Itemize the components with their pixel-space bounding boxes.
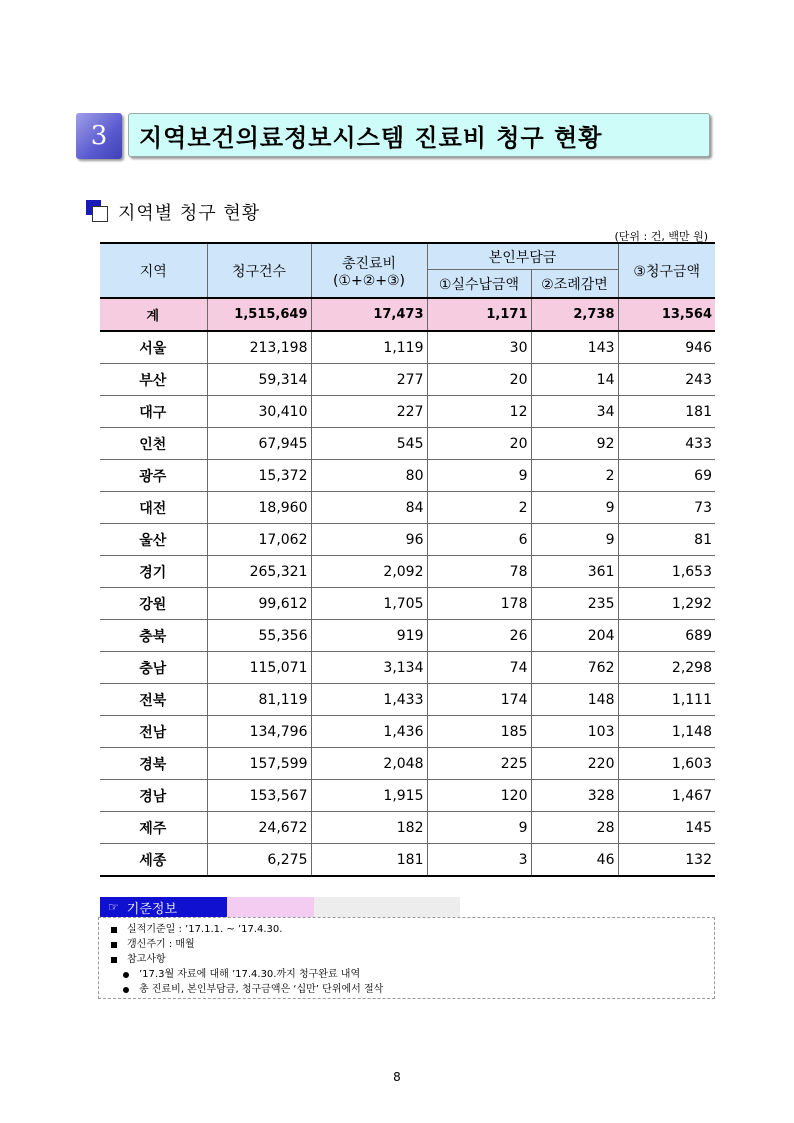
cell-claims: 18,960 <box>207 492 311 524</box>
cell-claim: 145 <box>618 812 715 844</box>
table-row <box>100 428 715 460</box>
header-total-cost-formula: (①+②+③) <box>332 272 406 289</box>
cell-region: 서울 <box>100 331 207 364</box>
table-row <box>100 331 715 364</box>
cell-actual: 6 <box>427 524 531 556</box>
cell-reduction: 148 <box>531 684 618 716</box>
cell-claims: 115,071 <box>207 652 311 684</box>
cell-actual: 12 <box>427 396 531 428</box>
total-row <box>100 298 715 331</box>
total-actual: 1,171 <box>427 298 531 331</box>
table-row <box>100 588 715 620</box>
table-row <box>100 524 715 556</box>
table-row <box>100 460 715 492</box>
cell-region: 세종 <box>100 844 207 877</box>
cell-reduction: 2 <box>531 460 618 492</box>
info-label: 기준정보 <box>126 901 177 917</box>
cell-claim: 1,111 <box>618 684 715 716</box>
info-line-text: 실적기준일 : ’17.1.1. ~ ’17.4.30. <box>127 924 283 935</box>
cell-reduction: 235 <box>531 588 618 620</box>
info-subline <box>111 982 714 997</box>
cell-region: 울산 <box>100 524 207 556</box>
cell-total-cost: 181 <box>311 844 427 877</box>
cell-reduction: 9 <box>531 492 618 524</box>
cell-reduction: 220 <box>531 748 618 780</box>
cell-reduction: 14 <box>531 364 618 396</box>
dot-bullet-icon <box>123 987 129 993</box>
cell-claim: 1,292 <box>618 588 715 620</box>
cell-actual: 174 <box>427 684 531 716</box>
total-claims: 1,515,649 <box>207 298 311 331</box>
cell-actual: 20 <box>427 364 531 396</box>
cell-total-cost: 84 <box>311 492 427 524</box>
cell-actual: 26 <box>427 620 531 652</box>
cell-total-cost: 1,433 <box>311 684 427 716</box>
cell-total-cost: 96 <box>311 524 427 556</box>
subsection-title: 지역별 청구 현황 <box>118 203 261 224</box>
regional-claims-table <box>100 242 715 877</box>
cell-claims: 30,410 <box>207 396 311 428</box>
cell-region: 강원 <box>100 588 207 620</box>
info-header-grey-bar <box>314 897 460 917</box>
table-row <box>100 748 715 780</box>
cell-claims: 15,372 <box>207 460 311 492</box>
cell-total-cost: 545 <box>311 428 427 460</box>
cell-claims: 24,672 <box>207 812 311 844</box>
header-total-cost-label: 총진료비 <box>341 255 397 272</box>
square-bullet-icon <box>111 957 117 963</box>
square-bullet-icon <box>111 942 117 948</box>
cell-actual: 78 <box>427 556 531 588</box>
total-region: 계 <box>100 298 207 331</box>
table-row <box>100 492 715 524</box>
info-line <box>111 952 714 967</box>
cell-region: 충북 <box>100 620 207 652</box>
cell-claims: 213,198 <box>207 331 311 364</box>
cell-claim: 433 <box>618 428 715 460</box>
cell-claims: 81,119 <box>207 684 311 716</box>
table-row <box>100 364 715 396</box>
cell-actual: 3 <box>427 844 531 877</box>
cell-reduction: 143 <box>531 331 618 364</box>
cell-actual: 30 <box>427 331 531 364</box>
cell-region: 대구 <box>100 396 207 428</box>
section-title: 지역보건의료정보시스템 진료비 청구 현황 <box>128 113 710 157</box>
pointing-hand-icon: ☞ <box>108 900 119 914</box>
header-total-cost <box>311 243 427 298</box>
cell-claim: 1,653 <box>618 556 715 588</box>
cell-claims: 265,321 <box>207 556 311 588</box>
cell-reduction: 361 <box>531 556 618 588</box>
cell-claims: 153,567 <box>207 780 311 812</box>
cell-total-cost: 80 <box>311 460 427 492</box>
cell-reduction: 762 <box>531 652 618 684</box>
cell-claim: 81 <box>618 524 715 556</box>
total-total-cost: 17,473 <box>311 298 427 331</box>
cell-actual: 120 <box>427 780 531 812</box>
cell-total-cost: 919 <box>311 620 427 652</box>
cell-claims: 134,796 <box>207 716 311 748</box>
info-line-text: 갱신주기 : 매월 <box>127 939 195 950</box>
cell-total-cost: 1,436 <box>311 716 427 748</box>
info-header-pink-bar <box>227 897 314 917</box>
cell-claims: 67,945 <box>207 428 311 460</box>
cell-reduction: 328 <box>531 780 618 812</box>
cell-claim: 1,603 <box>618 748 715 780</box>
cell-region: 광주 <box>100 460 207 492</box>
header-claims: 청구건수 <box>207 243 311 298</box>
cell-reduction: 9 <box>531 524 618 556</box>
cell-reduction: 34 <box>531 396 618 428</box>
subsection-bullet-overlay <box>92 206 108 222</box>
table-row <box>100 716 715 748</box>
page-number: 8 <box>393 1070 401 1084</box>
cell-claim: 2,298 <box>618 652 715 684</box>
cell-claim: 132 <box>618 844 715 877</box>
cell-claim: 73 <box>618 492 715 524</box>
table-row <box>100 844 715 877</box>
cell-total-cost: 227 <box>311 396 427 428</box>
cell-claim: 1,148 <box>618 716 715 748</box>
cell-total-cost: 182 <box>311 812 427 844</box>
cell-region: 전남 <box>100 716 207 748</box>
info-label-box <box>100 897 227 917</box>
cell-region: 경기 <box>100 556 207 588</box>
cell-actual: 2 <box>427 492 531 524</box>
info-subline-text: ’17.3월 자료에 대해 ’17.4.30.까지 청구완료 내역 <box>139 969 361 980</box>
cell-claims: 59,314 <box>207 364 311 396</box>
cell-claim: 243 <box>618 364 715 396</box>
cell-actual: 178 <box>427 588 531 620</box>
cell-claim: 1,467 <box>618 780 715 812</box>
cell-region: 경남 <box>100 780 207 812</box>
info-line <box>111 922 714 937</box>
cell-total-cost: 277 <box>311 364 427 396</box>
cell-reduction: 46 <box>531 844 618 877</box>
table-row <box>100 684 715 716</box>
info-header <box>100 897 460 917</box>
cell-claim: 181 <box>618 396 715 428</box>
cell-actual: 74 <box>427 652 531 684</box>
header-region: 지역 <box>100 243 207 298</box>
cell-claim: 689 <box>618 620 715 652</box>
cell-reduction: 28 <box>531 812 618 844</box>
cell-total-cost: 1,119 <box>311 331 427 364</box>
cell-claim: 69 <box>618 460 715 492</box>
cell-claims: 55,356 <box>207 620 311 652</box>
cell-total-cost: 1,915 <box>311 780 427 812</box>
table-row <box>100 812 715 844</box>
cell-region: 부산 <box>100 364 207 396</box>
info-line-text: 참고사항 <box>127 954 166 965</box>
cell-claims: 99,612 <box>207 588 311 620</box>
cell-actual: 225 <box>427 748 531 780</box>
cell-region: 충남 <box>100 652 207 684</box>
cell-total-cost: 3,134 <box>311 652 427 684</box>
header-self-pay-actual: ①실수납금액 <box>427 270 531 299</box>
cell-reduction: 103 <box>531 716 618 748</box>
header-claim-amount: ③청구금액 <box>618 243 715 298</box>
table-row <box>100 396 715 428</box>
total-reduction: 2,738 <box>531 298 618 331</box>
table-row <box>100 652 715 684</box>
dot-bullet-icon <box>123 972 129 978</box>
table-row <box>100 780 715 812</box>
table-row <box>100 556 715 588</box>
cell-region: 인천 <box>100 428 207 460</box>
header-self-pay: 본인부담금 <box>427 243 618 270</box>
cell-total-cost: 2,092 <box>311 556 427 588</box>
cell-total-cost: 2,048 <box>311 748 427 780</box>
header-self-pay-reduction: ②조례감면 <box>531 270 618 299</box>
table-row <box>100 620 715 652</box>
cell-actual: 185 <box>427 716 531 748</box>
info-subline-text: 총 진료비, 본인부담금, 청구금액은 ‘십만’ 단위에서 절삭 <box>139 984 384 995</box>
cell-actual: 9 <box>427 812 531 844</box>
cell-region: 대전 <box>100 492 207 524</box>
info-line <box>111 937 714 952</box>
cell-claims: 17,062 <box>207 524 311 556</box>
cell-claims: 6,275 <box>207 844 311 877</box>
cell-claims: 157,599 <box>207 748 311 780</box>
cell-actual: 20 <box>427 428 531 460</box>
unit-note: (단위 : 건, 백만 원) <box>614 230 708 243</box>
info-subline <box>111 967 714 982</box>
cell-claim: 946 <box>618 331 715 364</box>
cell-reduction: 204 <box>531 620 618 652</box>
cell-reduction: 92 <box>531 428 618 460</box>
cell-actual: 9 <box>427 460 531 492</box>
cell-total-cost: 1,705 <box>311 588 427 620</box>
cell-region: 제주 <box>100 812 207 844</box>
info-body <box>98 917 715 999</box>
square-bullet-icon <box>111 927 117 933</box>
cell-region: 전북 <box>100 684 207 716</box>
section-number: 3 <box>76 113 122 159</box>
total-claim: 13,564 <box>618 298 715 331</box>
cell-region: 경북 <box>100 748 207 780</box>
